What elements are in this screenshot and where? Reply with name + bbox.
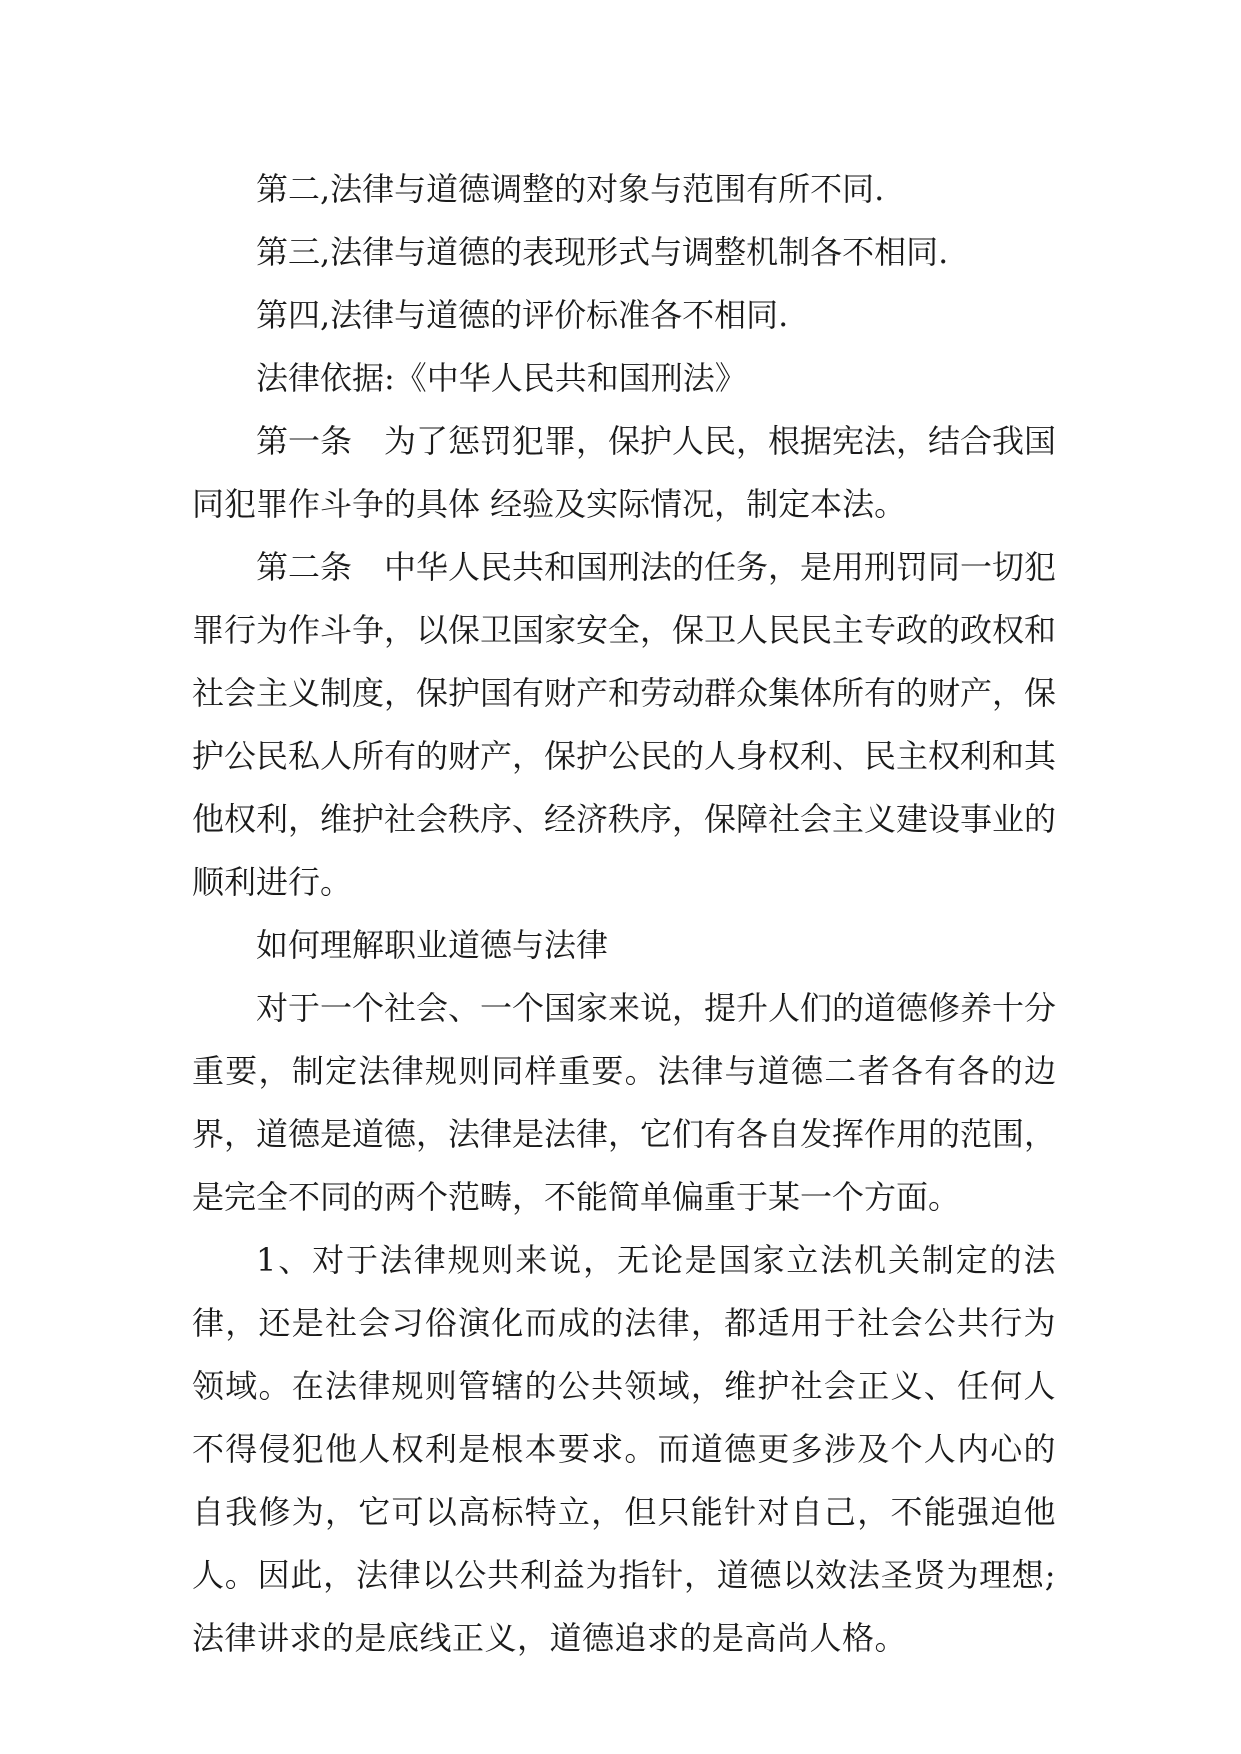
document-body [192,158,1056,1670]
section-heading-professional-ethics: 如何理解职业道德与法律 [256,926,609,964]
paragraph-law-morality-point-3: 第三,法律与道德的表现形式与调整机制各不相同. [256,233,949,271]
paragraph-legal-basis: 法律依据:《中华人民共和国刑法》 [256,359,747,397]
paragraph-point-1-legal-rules: 1、对于法律规则来说，无论是国家立法机关制定的法律，还是社会习俗演化而成的法律，都适用于社会公共行为领域。在法律规则管辖的公共领域，维护社会正义、任何人不得侵犯他人权利是根本要求。而道德更多涉及个人内心的自我修为，它可以高标特立，但只能针对自己，不能强迫他人。因此，法律以公共利益为指针，道德以效法圣贤为理想;法律讲求的是底线正义，道德追求的是高尚人格。 [192,1241,1056,1657]
paragraph-law-morality-point-2: 第二,法律与道德调整的对象与范围有所不同. [256,170,885,208]
paragraph-society-morality-law: 对于一个社会、一个国家来说，提升人们的道德修养十分重要，制定法律规则同样重要。法律与道德二者各有各的边界，道德是道德，法律是法律，它们有各自发挥作用的范围，是完全不同的两个范畴，不能简单偏重于某一个方面。 [192,989,1057,1216]
paragraph-article-1: 第一条 为了惩罚犯罪，保护人民，根据宪法，结合我国同犯罪作斗争的具体 经验及实际情况，制定本法。 [192,422,1057,523]
paragraph-law-morality-point-4: 第四,法律与道德的评价标准各不相同. [256,296,789,334]
paragraph-article-2: 第二条 中华人民共和国刑法的任务，是用刑罚同一切犯罪行为作斗争，以保卫国家安全，保卫人民民主专政的政权和社会主义制度，保护国有财产和劳动群众集体所有的财产，保护公民私人所有的财产，保护公民的人身权利、民主权利和其他权利，维护社会秩序、经济秩序，保障社会主义建设事业的顺利进行。 [192,548,1057,901]
